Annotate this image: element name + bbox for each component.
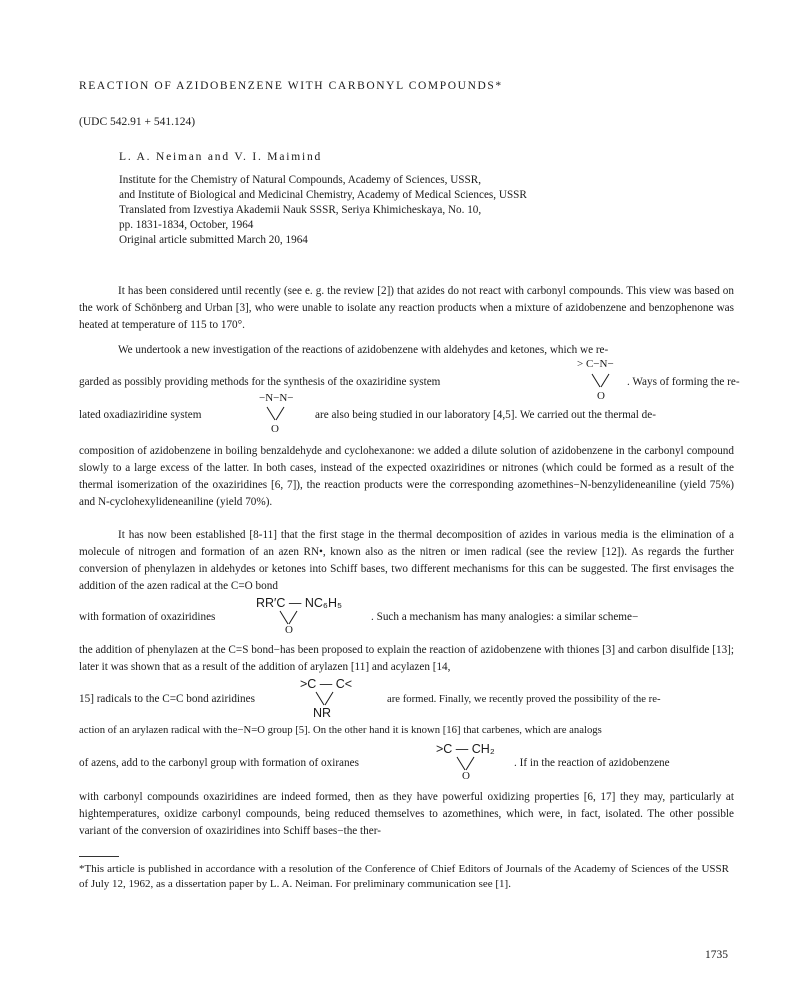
article-title: REACTION OF AZIDOBENZENE WITH CARBONYL COMPOUNDS* [79, 80, 503, 92]
paragraph-3-rest: the addition of phenylazen at the C=S bond−has been proposed to explain the reaction of azidobenzene with thiones [3] and carbon disulfide [13]; later it was shown that as a result of the addition of arylazen [11] and acylazen [14, [79, 644, 734, 673]
paragraph-2-rest: composition of azidobenzene in boiling benzaldehyde and cyclohexanone: we added a dilute solution of azidobenzene in the carbonyl compound slowly to a large excess of the latter. In both cases, instead of the expected oxaziridines or nitrones (which could be formed as a result of the thermal isomerization of the oxaziridines [6, 7]), the reaction products were the corresponding azomethines−N-benzylideneaniline (yield 75%) and N-cyclohexylideneaniline (yield 70%). [79, 445, 734, 508]
oxadiaziridine-oxygen: O [271, 423, 279, 435]
oxirane-formula-top: >C — CH₂ [436, 742, 495, 756]
paragraph-2-line-2b: . Ways of forming the re- [627, 376, 740, 388]
paragraph-3-line-4a: 15] radicals to the C=C bond aziridines [79, 693, 255, 705]
paragraph-3: It has now been established [8-11] that the first stage in the thermal decomposition of azides in various media is the elimination of a molecule of nitrogen and formation of an azen RN•, known also as the nitren or imen radical (see the review [12]). As regards the further conversion of phenylazen in aldehydes or ketones into Schiff bases, two different mechanisms for this can be suggested. The first envisages the addition of the azen radical at the C=O bond [79, 529, 734, 592]
paragraph-2-line-3a: lated oxadiaziridine system [79, 409, 202, 421]
affiliation-line: Translated from Izvestiya Akademii Nauk SSSR, Seriya Khimicheskaya, No. 10, [119, 204, 482, 216]
authors: L. A. Neiman and V. I. Maimind [119, 151, 323, 163]
page-number: 1735 [705, 949, 728, 961]
aziridine-nr: NR [313, 706, 332, 720]
aziridine-ring-bonds [314, 691, 336, 707]
paragraph-2-line-1: We undertook a new investigation of the reactions of azidobenzene with aldehydes and ketones, which we re- [118, 344, 609, 356]
paragraph-3-line-6a: of azens, add to the carbonyl group with formation of oxiranes [79, 757, 359, 769]
oxaziridine-ring-bonds [590, 373, 612, 389]
oxaziridine-oxygen: O [597, 390, 605, 402]
paragraph-3-line-6b: . If in the reaction of azidobenzene [514, 757, 670, 769]
footnote-rule [79, 856, 119, 857]
paragraph-3-line-5: action of an arylazen radical with the−N=O group [5]. On the other hand it is known [16] that carbenes, which are analogs [79, 724, 602, 736]
paragraph-3-end: with carbonyl compounds oxaziridines are indeed formed, then as they have powerful oxidizing properties [6, 17] they may, particularly at hightemperatures, oxidize carbonyl compounds, being reduced themselves to azomethines, which were, in fact, isolated. The other possible variant of the conversion of oxaziridines into Schiff bases−the ther- [79, 791, 734, 837]
paragraph-2-line-2a: garded as possibly providing methods for the synthesis of the oxaziridine system [79, 376, 441, 388]
paragraph-3-line-2b: . Such a mechanism has many analogies: a similar scheme− [371, 611, 639, 623]
affiliation-line: Institute for the Chemistry of Natural Compounds, Academy of Sciences, USSR, [119, 174, 481, 186]
affiliation-line: pp. 1831-1834, October, 1964 [119, 219, 254, 231]
paragraph-2-line-3b: are also being studied in our laboratory [4,5]. We carried out the thermal de- [315, 409, 656, 421]
footnote: *This article is published in accordance with a resolution of the Conference of Chief Editors of Journals of the Academy of Sciences of the USSR of July 12, 1962, as a dissertation paper by L. A. Neiman. For preliminary communication see [1]. [79, 863, 729, 890]
oxadiaziridine-formula-top: −N−N− [259, 392, 294, 404]
paragraph-3-line-2a: with formation of oxaziridines [79, 611, 216, 623]
oxaziridine-rr-oxygen: O [285, 624, 293, 636]
oxaziridine-rr-formula-top: RR′C — NC₆H₅ [256, 596, 343, 610]
affiliation-line: and Institute of Biological and Medicinal Chemistry, Academy of Medical Sciences, USSR [119, 189, 527, 201]
paragraph-1: It has been considered until recently (see e. g. the review [2]) that azides do not react with carbonyl compounds. This view was based on the work of Schönberg and Urban [3], who were unable to isolate any reaction products when a mixture of azidobenzene and benzophenone was heated at temperature of 115 to 170°. [79, 285, 734, 331]
oxaziridine-formula-top: > C−N− [577, 358, 614, 370]
aziridine-formula-top: >C — C< [300, 677, 353, 691]
oxadiaziridine-ring-bonds [265, 406, 287, 422]
oxirane-oxygen: O [462, 770, 470, 782]
paragraph-3-line-4b: are formed. Finally, we recently proved the possibility of the re- [387, 693, 661, 705]
udc-code: (UDC 542.91 + 541.124) [79, 116, 196, 128]
affiliation-line: Original article submitted March 20, 1964 [119, 234, 308, 246]
